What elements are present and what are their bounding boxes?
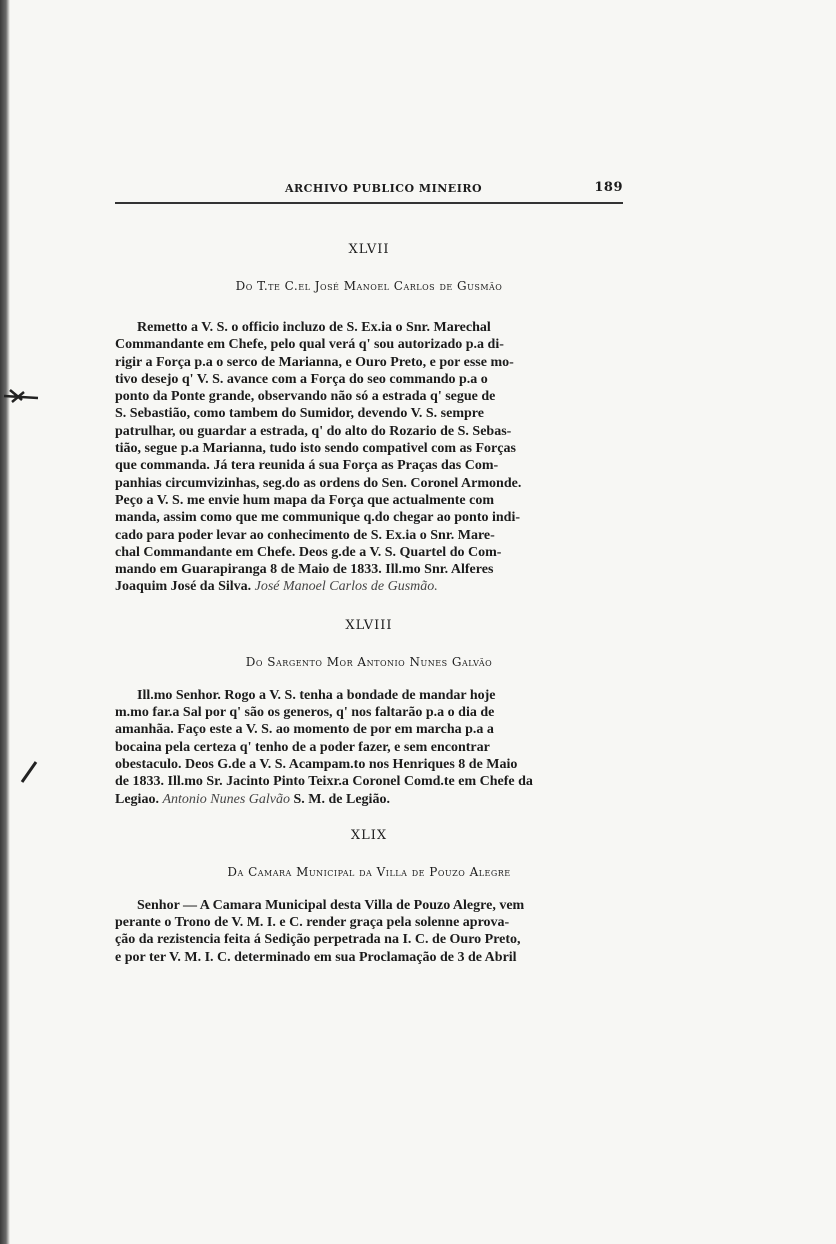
text-line: perante o Trono de V. M. I. e C. render graça pela solenne aprova- <box>115 915 510 931</box>
section-numeral-xlvii: XLVII <box>348 242 390 257</box>
text-line: bocaina pela certeza q' tenho de a poder fazer, e sem encontrar <box>115 739 490 755</box>
margin-ink-mark <box>2 386 40 406</box>
text-line: panhias circumvizinhas, seg.do as ordens do Sen. Coronel Armonde. <box>115 475 522 491</box>
letter-body-xlviii <box>115 687 623 808</box>
section-subtitle-xlviii: Do Sargento Mor Antonio Nunes Galvão <box>245 654 493 669</box>
text-line: m.mo far.a Sal por q' são os generos, q' nos faltarão p.a o dia de <box>115 705 495 721</box>
text-line: tivo desejo q' V. S. avance com a Força do seo commando p.a o <box>115 371 488 387</box>
text-line-last <box>115 791 623 808</box>
addressee: Joaquim José da Silva. <box>115 579 252 595</box>
text-line: mando em Guarapiranga 8 de Maio de 1833. Ill.mo Snr. Alferes <box>115 562 494 578</box>
section-numeral-xlix: XLIX <box>350 827 388 843</box>
header-rule <box>115 202 623 204</box>
margin-check-mark <box>18 760 38 786</box>
text-fragment: Legiao. <box>115 791 159 807</box>
text-line: manda, assim como que me communique q.do chegar ao ponto indi- <box>115 510 521 526</box>
signature: José Manoel Carlos de Gusmão. <box>254 579 438 595</box>
text-fragment: S. M. de Legião. <box>293 791 390 807</box>
text-line: amanhãa. Faço este a V. S. ao momento de por em marcha p.a a <box>115 722 494 738</box>
running-header <box>115 176 623 198</box>
letter-body-xlix <box>115 897 623 966</box>
text-line: ponto da Ponte grande, observando não só a estrada q' segue de <box>115 389 496 405</box>
page-number: 189 <box>594 180 623 195</box>
section-subtitle-xlix: Da Camara Municipal da Villa de Pouzo Alegre <box>227 864 511 879</box>
text-line: cado para poder levar ao conhecimento de S. Ex.ia o Snr. Mare- <box>115 527 495 543</box>
text-line: rigir a Força p.a o serco de Marianna, e Ouro Preto, e por esse mo- <box>115 354 514 370</box>
text-line: de 1833. Ill.mo Sr. Jacinto Pinto Teixr.a Coronel Comd.te em Chefe da <box>115 774 533 790</box>
text-line: Remetto a V. S. o officio incluzo de S. Ex.ia o Snr. Marechal <box>137 320 491 335</box>
document-page <box>115 176 623 966</box>
text-line: Senhor — A Camara Municipal desta Villa de Pouzo Alegre, vem <box>137 897 525 913</box>
text-line: que commanda. Já tera reunida á sua Força as Praças das Com- <box>115 458 499 474</box>
text-line: Commandante em Chefe, pelo qual verá q' sou autorizado p.a di- <box>115 337 504 353</box>
text-line: ção da rezistencia feita á Sedição perpetrada na I. C. de Ouro Preto, <box>115 932 521 948</box>
running-title: ARCHIVO PUBLICO MINEIRO <box>285 182 483 195</box>
text-line: Ill.mo Senhor. Rogo a V. S. tenha a bondade de mandar hoje <box>137 687 496 703</box>
text-line: patrulhar, ou guardar a estrada, q' do alto do Rozario de S. Sebas- <box>115 423 512 439</box>
text-line: Peço a V. S. me envie hum mapa da Força que actualmente com <box>115 492 494 508</box>
text-line-last <box>115 578 623 595</box>
section-subtitle-xlvii: Do T.te C.el José Manoel Carlos de Gusmão <box>235 279 503 293</box>
text-line: obestaculo. Deos G.de a V. S. Acampam.to nos Henriques 8 de Maio <box>115 756 518 772</box>
text-line: S. Sebastião, como tambem do Sumidor, devendo V. S. sempre <box>115 406 484 422</box>
signature: Antonio Nunes Galvão <box>162 791 290 807</box>
book-binding-edge <box>0 0 10 1244</box>
text-line: tião, segue p.a Marianna, tudo isto sendo compativel com as Forças <box>115 441 516 457</box>
section-numeral-xlviii: XLVIII <box>345 617 393 633</box>
text-line: e por ter V. M. I. C. determinado em sua Proclamação de 3 de Abril <box>115 949 517 965</box>
text-line: chal Commandante em Chefe. Deos g.de a V. S. Quartel do Com- <box>115 544 502 560</box>
letter-body-xlvii <box>115 319 623 596</box>
